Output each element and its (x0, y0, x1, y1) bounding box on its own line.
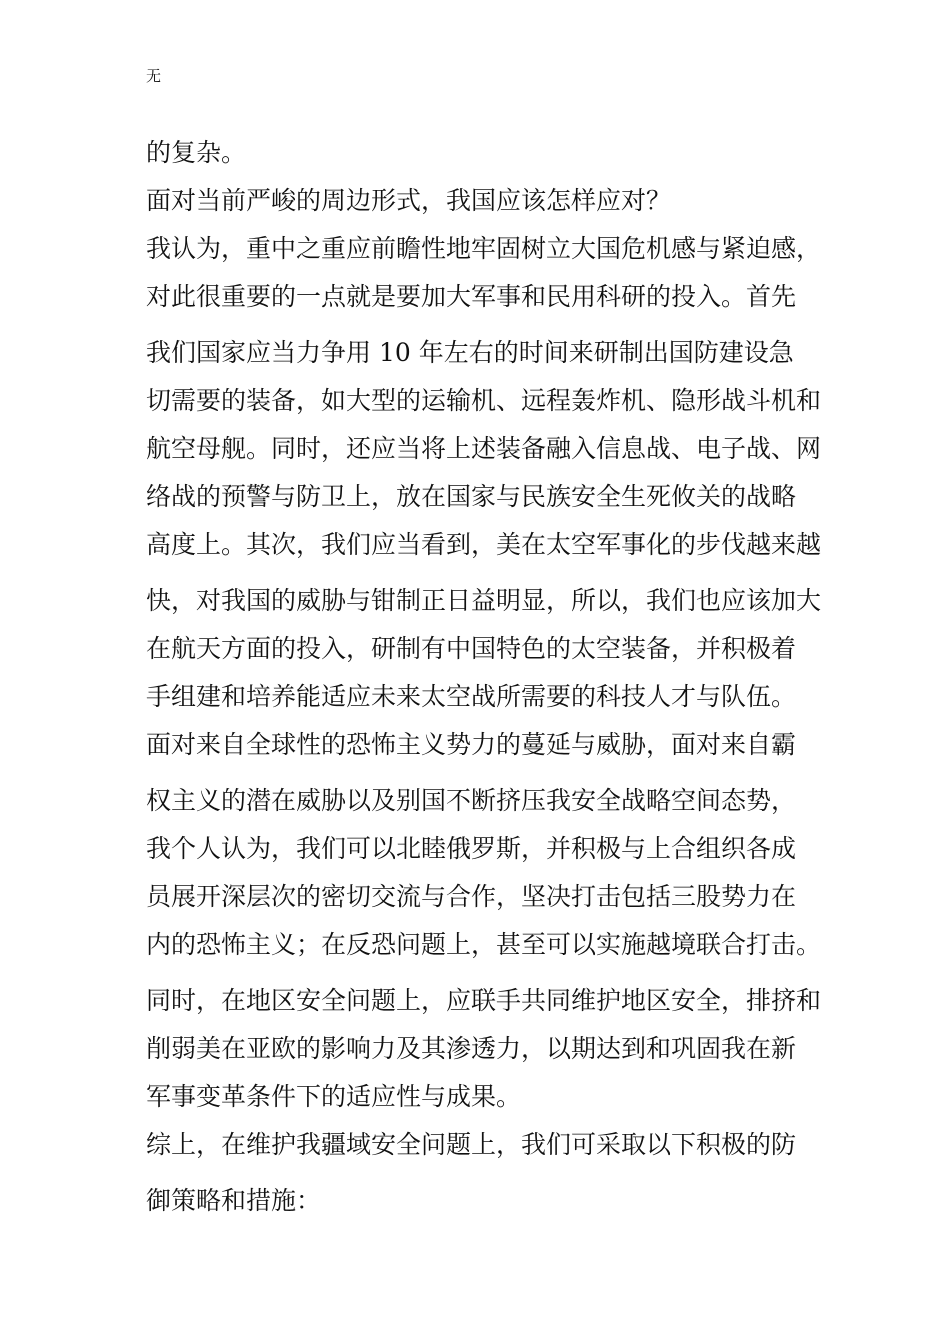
text-line: 航空母舰。同时，还应当将上述装备融入信息战、电子战、网 (146, 434, 822, 463)
text-line: 我个人认为，我们可以北睦俄罗斯，并积极与上合组织各成 (146, 834, 797, 863)
text-line: 综上，在维护我疆域安全问题上，我们可采取以下积极的防 (146, 1130, 797, 1159)
text-line: 我们国家应当力争用 10 年左右的时间来研制出国防建设急 (146, 338, 794, 367)
text-line: 面对当前严峻的周边形式，我国应该怎样应对？ (146, 186, 672, 215)
text-line: 内的恐怖主义；在反恐问题上，甚至可以实施越境联合打击。 (146, 930, 822, 959)
text-line: 同时，在地区安全问题上，应联手共同维护地区安全，排挤和 (146, 986, 822, 1015)
text-line: 员展开深层次的密切交流与合作，坚决打击包括三股势力在 (146, 882, 797, 911)
text-line: 高度上。其次，我们应当看到，美在太空军事化的步伐越来越 (146, 530, 822, 559)
text-line: 权主义的潜在威胁以及别国不断挤压我安全战略空间态势， (146, 786, 797, 815)
text-line: 手组建和培养能适应未来太空战所需要的科技人才与队伍。 (146, 682, 797, 711)
text-line: 切需要的装备，如大型的运输机、远程轰炸机、隐形战斗机和 (146, 386, 822, 415)
text-line: 对此很重要的一点就是要加大军事和民用科研的投入。首先 (146, 282, 797, 311)
text-line: 军事变革条件下的适应性与成果。 (146, 1082, 522, 1111)
text-line: 我认为，重中之重应前瞻性地牢固树立大国危机感与紧迫感， (146, 234, 822, 263)
text-line: 的复杂。 (146, 138, 247, 167)
text-line: 络战的预警与防卫上，放在国家与民族安全生死攸关的战略 (146, 482, 797, 511)
text-line: 削弱美在亚欧的影响力及其渗透力，以期达到和巩固我在新 (146, 1034, 797, 1063)
page-header: 无 (146, 67, 162, 85)
text-line: 面对来自全球性的恐怖主义势力的蔓延与威胁，面对来自霸 (146, 730, 797, 759)
text-line: 御策略和措施： (146, 1186, 322, 1215)
text-line: 快，对我国的威胁与钳制正日益明显，所以，我们也应该加大 (146, 586, 822, 615)
text-line: 在航天方面的投入，研制有中国特色的太空装备，并积极着 (146, 634, 797, 663)
